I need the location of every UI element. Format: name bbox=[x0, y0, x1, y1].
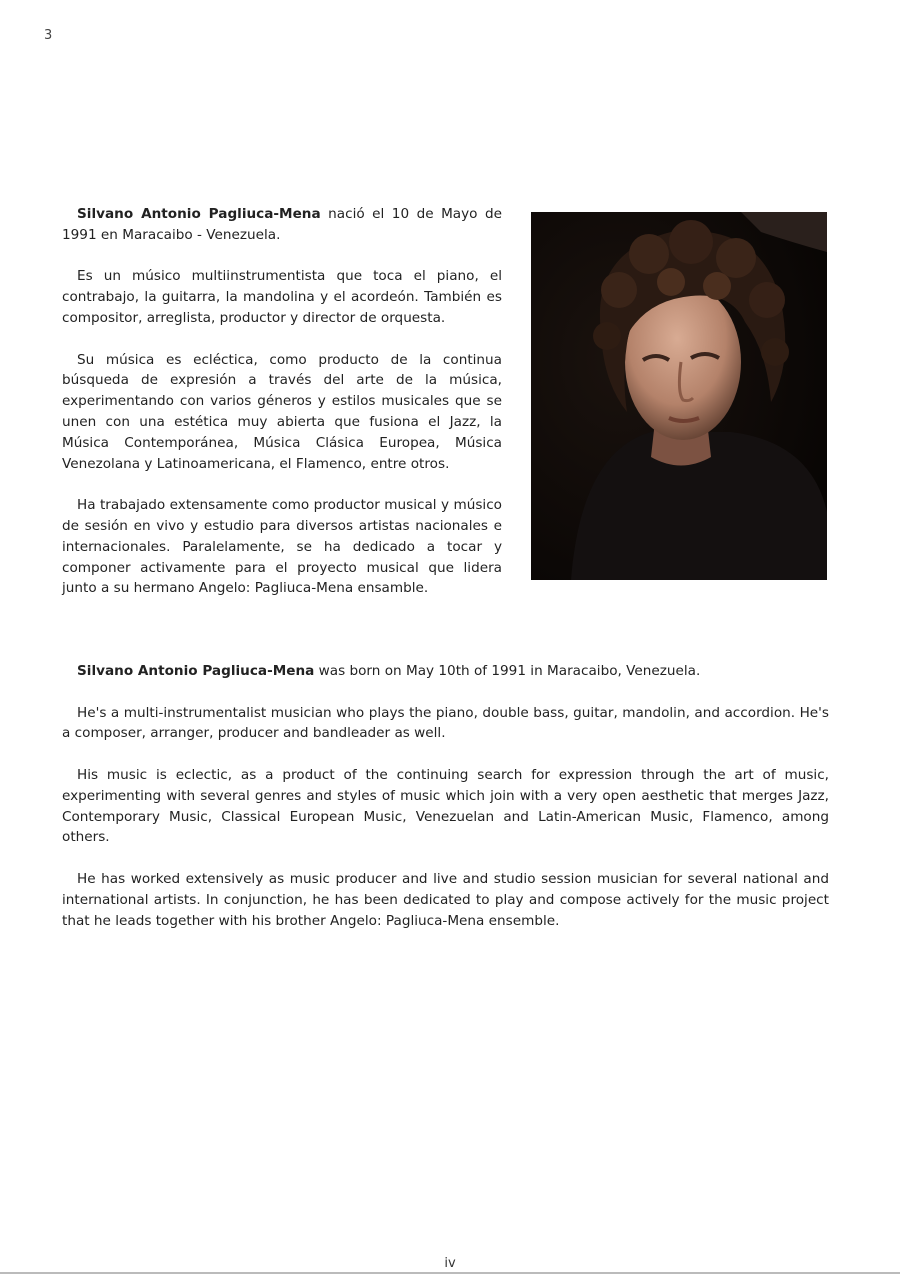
spanish-paragraph-4: Ha trabajado extensamente como productor musical y músico de sesión en vivo y estudio para diversos artistas nacionales e internacionales. Paralelamente, se ha dedicado a tocar y componer activamente para el proyecto musical que lidera junto a su hermano Angelo: Pagliuca-Mena ensamble. bbox=[62, 497, 502, 597]
spanish-paragraph-2: Es un músico multiinstrumentista que toca el piano, el contrabajo, la guitarra, la mandolina y el acordeón. También es compositor, arreglista, productor y director de orquesta. bbox=[62, 268, 502, 326]
portrait-illustration bbox=[531, 212, 827, 580]
english-paragraph-3: His music is eclectic, as a product of the continuing search for expression through the art of music, experimenting with several genres and styles of music which join with a very open aesthetic that merges Jazz, Contemporary Music, Classical European Music, Venezuelan and Latin-American Music, Flamenco, among others. bbox=[62, 766, 829, 846]
artist-portrait-photo bbox=[531, 212, 827, 580]
english-paragraph-1-text: was born on May 10th of 1991 in Maracaibo, Venezuela. bbox=[314, 663, 701, 679]
english-paragraph-2: He's a multi-instrumentalist musician who plays the piano, double bass, guitar, mandolin, and accordion. He's a composer, arranger, producer and bandleader as well. bbox=[62, 704, 829, 742]
spanish-paragraph-3: Su música es ecléctica, como producto de la continua búsqueda de expresión a través del arte de la música, experimentando con varios géneros y estilos musicales que se unen con una estética muy abierta que fusiona el Jazz, la Música Contemporánea, Música Clásica Europea, Música Venezolana y Latinoamericana, el Flamenco, entre otros. bbox=[62, 351, 502, 472]
page-number-top: 3 bbox=[44, 28, 53, 43]
english-paragraph-1 bbox=[62, 661, 829, 682]
english-paragraph-4: He has worked extensively as music producer and live and studio session musician for several national and international artists. In conjunction, he has been dedicated to play and compose actively for the music project that he leads together with his brother Angelo: Pagliuca-Mena ensemble. bbox=[62, 870, 829, 929]
artist-name: Silvano Antonio Pagliuca-Mena bbox=[77, 206, 321, 222]
english-biography bbox=[62, 661, 829, 931]
page-number-bottom: iv bbox=[444, 1256, 456, 1271]
spanish-biography bbox=[62, 204, 502, 599]
artist-name: Silvano Antonio Pagliuca-Mena bbox=[77, 663, 315, 679]
spanish-paragraph-1 bbox=[62, 204, 502, 246]
spanish-paragraph-1-text: nació el 10 de Mayo de 1991 en Maracaibo - Venezuela. bbox=[62, 206, 502, 243]
